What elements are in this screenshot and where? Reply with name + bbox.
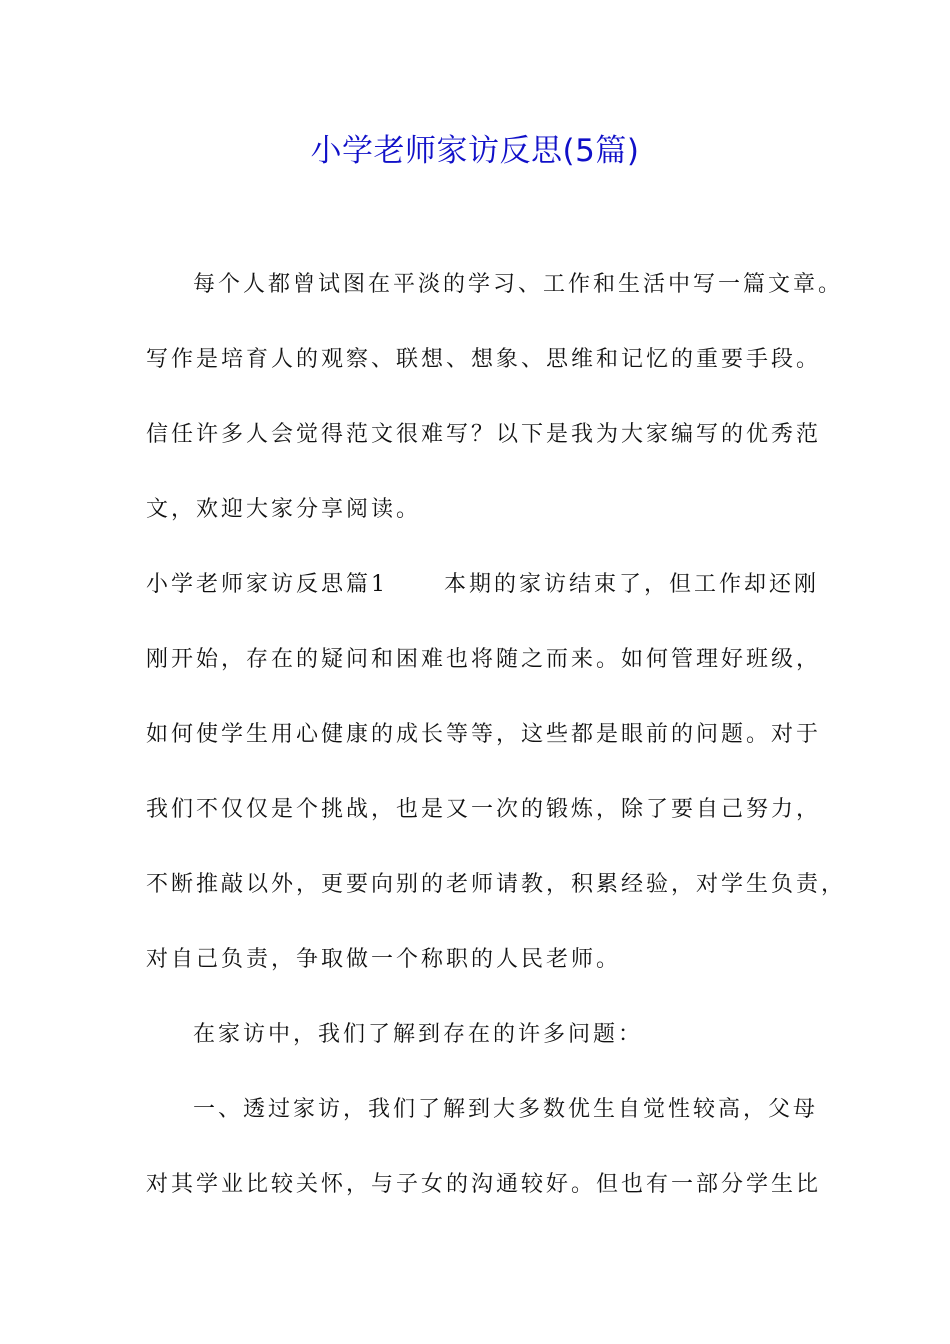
- paragraph-line: 信任许多人会觉得范文很难写？以下是我为大家编写的优秀范: [146, 422, 822, 447]
- paragraph-line: 如何使学生用心健康的成长等等，这些都是眼前的问题。对于: [146, 722, 822, 747]
- section-heading: 小学老师家访反思篇1: [146, 572, 388, 597]
- document-title: 小学老师家访反思(5篇): [310, 133, 640, 169]
- paragraph-line: 对自己负责，争取做一个称职的人民老师。: [146, 947, 622, 972]
- paragraph-line: 不断推敲以外，更要向别的老师请教，积累经验，对学生负责，: [146, 872, 847, 897]
- paragraph-line: 刚开始，存在的疑问和困难也将随之而来。如何管理好班级，: [146, 647, 822, 672]
- paragraph-text: 本期的家访结束了，但工作却还刚: [444, 572, 820, 597]
- paragraph-line: 每个人都曾试图在平淡的学习、工作和生活中写一篇文章。: [193, 272, 844, 297]
- paragraph-line: 对其学业比较关怀，与子女的沟通较好。但也有一部分学生比: [146, 1172, 822, 1197]
- paragraph-line: 一、透过家访，我们了解到大多数优生自觉性较高，父母: [193, 1097, 819, 1122]
- paragraph-line: 写作是培育人的观察、联想、想象、思维和记忆的重要手段。: [146, 347, 822, 372]
- paragraph-line: 在家访中，我们了解到存在的许多问题：: [193, 1022, 644, 1047]
- paragraph-line: 文，欢迎大家分享阅读。: [146, 497, 422, 522]
- section-heading-line: [146, 568, 826, 602]
- paragraph-line: 我们不仅仅是个挑战，也是又一次的锻炼，除了要自己努力，: [146, 797, 822, 822]
